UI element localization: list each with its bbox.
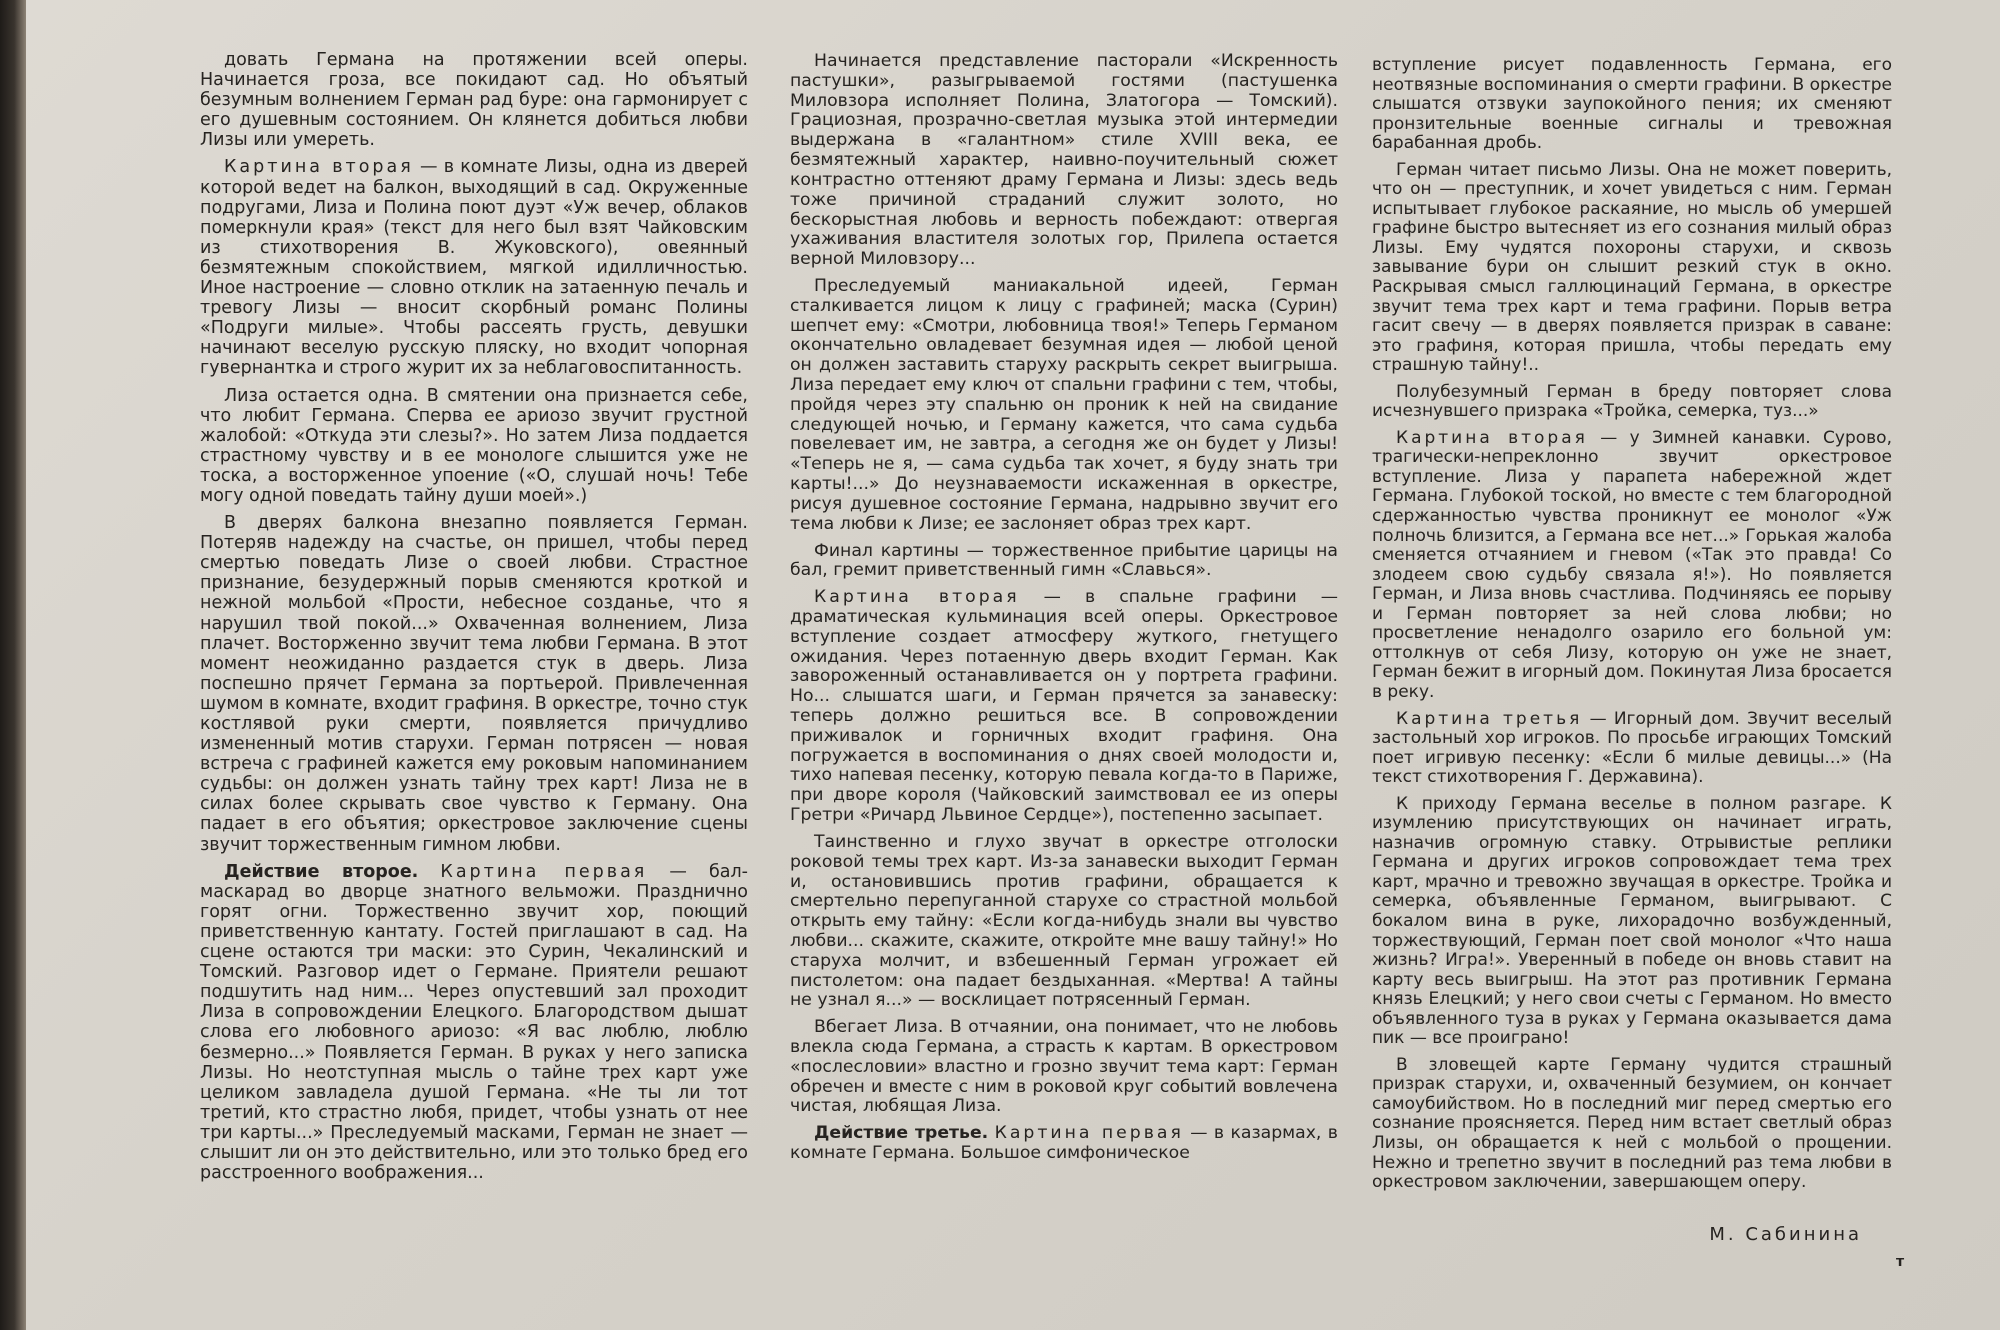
paragraph-text: довать Германа на протяжении всей оперы. Начинается гроза, все покидают сад. Но объятый безумным волнением Герман рад буре: она гармонирует с его душевным состоянием. Он клянется добиться любви Лизы или умереть. [200,50,748,151]
paragraph-text: — в казармах, в комнате Германа. Большое симфоническое [790,1123,1338,1164]
paragraph [1372,56,1892,154]
paragraph [1372,383,1892,422]
paragraph [1372,1056,1892,1193]
paragraph [790,542,1338,582]
paragraph-text: Преследуемый маниакальной идеей, Герман сталкивается лицом к лицу с графиней; маска (Сурин) шепчет ему: «Смотри, любовница твоя!» Теперь Германом окончательно овладевает безумная идея — любой ценой он должен заставить старуху раскрыть секрет выигрыша. Лиза передает ему ключ от спальни графини с тем, чтобы, пройдя через эту спальню он проник к ней на свидание следующей ночью, и Герману кажется, что сама судьба повелевает им, не завтра, а сегодня же он будет у Лизы! «Теперь не я, — сама судьба так хочет, я буду знать три карты!...» До неузнаваемости искаженная в оркестре, рисуя душевное состояние Германа, надрывно звучит его тема любви к Лизе; ее заслоняет образ трех карт. [790,275,1338,534]
paragraph [790,52,1338,270]
act-heading: Действие второе. [224,861,419,882]
paragraph-text: — у Зимней канавки. Сурово, трагически-непреклонно звучит оркестровое вступление. Лиза у парапета набережной ждет Германа. Глубокой тоской, но вместе с тем благородной сдержанностью чувства проникнут ее монолог «Уж полночь близится, а Германа все нет...» Горькая жалоба сменяется отчаянием и гневом («Так это правда! Со злодеем свою судьбу связала я!»). Но появляется Герман, и Лиза вновь счастлива. Подчиняясь ее порыву и Герман повторяет за ней слова любви; но просветление ненадолго озарило его больной ум: оттолкнув от себя Лизу, которую он уже не знает, Герман бежит в игорный дом. Покинутая Лиза бросается в реку. [1372,427,1892,702]
author-signature: М. Сабинина [1709,1224,1862,1245]
document-page [26,0,2000,1330]
scene-heading: Картина первая [994,1123,1184,1144]
paragraph-text: Финал картины — торжественное прибытие царицы на бал, гремит приветственный гимн «Славься». [790,540,1338,581]
paragraph [790,833,1338,1011]
text-column-1 [200,50,748,1190]
paragraph [200,386,748,507]
paragraph [790,588,1338,826]
act-heading: Действие третье. [814,1123,989,1144]
paragraph-text: К приходу Германа веселье в полном разгаре. К изумлению присутствующих он начинает играть, назначив огромную ставку. Отрывистые реплики Германа и других игроков сопровождает тема трех карт, мрачно и тревожно звучащая в оркестре. Тройка и семерка, объявленные Германом, выигрывают. С бокалом вина в руке, лихорадочно возбужденный, торжествующий, Герман поет свой монолог «Что наша жизнь? Игра!». Уверенный в победе он вновь ставит на карту весь выигрыш. На этот раз противник Германа князь Елецкий; у него свои счеты с Германом. Но вместо объявленного туза в руках у Германа оказывается дама пик — все проиграно! [1372,793,1892,1049]
paragraph [200,513,748,855]
paragraph [200,157,748,378]
paragraph [200,862,748,1184]
page-mark: т [1896,1254,1905,1270]
page-binding-edge [0,0,26,1330]
paragraph-text: Герман читает письмо Лизы. Она не может поверить, что он — преступник, и хочет увидеться с ним. Герман испытывает глубокое раскаяние, но мысль об умершей графине быстро вытесняет из его сознания милый образ Лизы. Ему чудятся похороны старухи, и сквозь завывание бури он слышит резкий стук в окно. Раскрывая смысл галлюцинаций Германа, в оркестре звучит тема трех карт и тема графини. Порыв ветра гасит свечу — в дверях появляется призрак в саване: это графиня, которая пришла, чтобы передать ему страшную тайну!.. [1372,159,1892,376]
paragraph-text: — Игорный дом. Звучит веселый застольный хор игроков. По просьбе играющих Томский поет игривую песенку: «Если б милые девицы...» (На текст стихотворения Г. Державина). [1372,708,1893,788]
paragraph-text: Вбегает Лиза. В отчаянии, она понимает, что не любовь влекла сюда Германа, а страсть к картам. В оркестровом «послесловии» властно и грозно звучит тема карт: Герман обречен и вместе с ним в роковой круг событий вовлечена чистая, любящая Лиза. [790,1017,1338,1117]
paragraph [200,50,748,150]
text-column-2 [790,52,1338,1171]
paragraph [790,1018,1338,1117]
paragraph-text: Таинственно и глухо звучат в оркестре отголоски роковой темы трех карт. Из-за занавески выходит Герман и, остановившись против графини, обращается к смертельно перепуганной старухе со страстной мольбой открыть ему тайну: «Если когда-нибудь знали вы чувство любви... скажите, скажите, откройте мне вашу тайну!» Но старуха молчит, и взбешенный Герман угрожает ей пистолетом: она падает бездыханная. «Мертва! А тайны не узнал я...» — восклицает потрясенный Герман. [790,831,1338,1011]
scene-heading: Картина первая [440,861,648,882]
scene-heading: Картина вторая [1396,427,1588,448]
text-column-3 [1372,56,1892,1200]
paragraph-text: Полубезумный Герман в бреду повторяет слова исчезнувшего призрака «Тройка, семерка, туз...» [1372,381,1892,422]
paragraph-text: В дверях балкона внезапно появляется Герман. Потеряв надежду на счастье, он пришел, чтобы перед смертью поведать Лизе о своей любви. Страстное признание, безудержный порыв сменяются кроткой и нежной мольбой «Прости, небесное созданье, что я нарушил твой покой...» Охваченная волнением, Лиза плачет. Восторженно звучит тема любви Германа. В этот момент неожиданно раздается стук в дверь. Лиза поспешно прячет Германа за портьерой. Привлеченная шумом в комнате, входит графиня. В оркестре, точно стук костлявой руки смерти, появляется причудливо измененный мотив старухи. Герман потрясен — новая встреча с графиней кажется ему роковым напоминанием судьбы: он должен узнать тайну трех карт! Лиза не в силах более скрывать свое чувство к Герману. Она падает в его объятия; оркестровое заключение сцены звучит торжественным гимном любви. [200,513,748,855]
paragraph [790,1124,1338,1164]
paragraph-text: — бал-маскарад во дворце знатного вельможи. Празднично горят огни. Торжественно звучит хор, поющий приветственную кантату. Гостей приглашают в сад. На сцене остаются три маски: это Сурин, Чекалинский и Томский. Разговор идет о Германе. Приятели решают подшутить над ним... Через опустевший зал проходит Лиза в сопровождении Елецкого. Благородством дышат слова его любовного ариозо: «Я вас люблю, люблю безмерно...» Появляется Герман. В руках у него записка Лизы. Но неотступная мысль о тайне трех карт уже целиком завладела душой Германа. «Не ты ли тот третий, кто страстно любя, придет, чтобы узнать от нее три карты...» Преследуемый масками, Герман не знает — слышит ли он это действительно, или это только бред его расстроенного воображения... [200,861,748,1184]
paragraph [790,277,1338,535]
paragraph [1372,429,1892,703]
paragraph-text: — в комнате Лизы, одна из дверей которой ведет на балкон, выходящий в сад. Окруженные подругами, Лиза и Полина поют дуэт «Уж вечер, облаков померкнули края» (текст для него был взят Чайковским из стихотворения В. Жуковского), овеянный безмятежным спокойствием, мягкой идилличностью. Иное настроение — словно отклик на затаенную печаль и тревогу Лизы — вносит скорбный романс Полины «Подруги милые». Чтобы рассеять грусть, девушки начинают веселую русскую пляску, но входит чопорная гувернантка и строго журит их за неблаговоспитанность. [200,157,748,379]
scene-heading: Картина третья [1396,708,1583,729]
scene-heading: Картина вторая [814,587,1020,608]
paragraph-text: В зловещей карте Герману чудится страшный призрак старухи, и, охваченный безумием, он кончает самоубийством. Но в последний миг перед смертью его сознание проясняется. Перед ним встает светлый образ Лизы, он обращается к ней с мольбой о прощении. Нежно и трепетно звучит в последний раз тема любви в оркестровом заключении, завершающем оперу. [1372,1054,1892,1193]
paragraph [1372,710,1892,788]
paragraph [1372,161,1892,376]
paragraph-text: — в спальне графини — драматическая кульминация всей оперы. Оркестровое вступление создает атмосферу жуткого, гнетущего ожидания. Через потаенную дверь входит Герман. Как завороженный останавливается он у портрета графини. Но... слышатся шаги, и Герман прячется за занавеску: теперь должно решиться все. В сопровождении приживалок и горничных входит графиня. Она погружается в воспоминания о днях своей молодости и, тихо напевая песенку, которую певала когда-то в Париже, при дворе короля (Чайковский заимствовал ее из оперы Гретри «Ричард Львиное Сердце»), постепенно засыпает. [790,587,1339,826]
scene-heading: Картина вторая [224,157,414,178]
paragraph [1372,795,1892,1049]
paragraph-text: Начинается представление пасторали «Искренность пастушки», разыгрываемой гостями (пастушенка Миловзора исполняет Полина, Златогора — Томский). Грациозная, прозрачно-светлая музыка этой интермедии выдержана в «галантном» стиле XVIII века, ее безмятежный характер, наивно-поучительный сюжет контрастно оттеняют драму Германа и Лизы: здесь ведь тоже причиной страданий служит золото, но бескорыстная любовь и верность побеждают: отвергая ухаживания властителя золотых гор, Прилепа остается верной Миловзору... [790,51,1338,270]
paragraph-text: вступление рисует подавленность Германа, его неотвязные воспоминания о смерти графини. В оркестре слышатся отзвуки заупокойного пения; их сменяют пронзительные военные сигналы и тревожная барабанная дробь. [1372,55,1892,154]
paragraph-text: Лиза остается одна. В смятении она признается себе, что любит Германа. Сперва ее ариозо звучит грустной жалобой: «Откуда эти слезы?». Но затем Лиза поддается страстному чувству и в ее монологе слышится уже не тоска, а восторженное упоение («О, слушай ночь! Тебе могу одной поведать тайну души моей».) [200,385,748,506]
